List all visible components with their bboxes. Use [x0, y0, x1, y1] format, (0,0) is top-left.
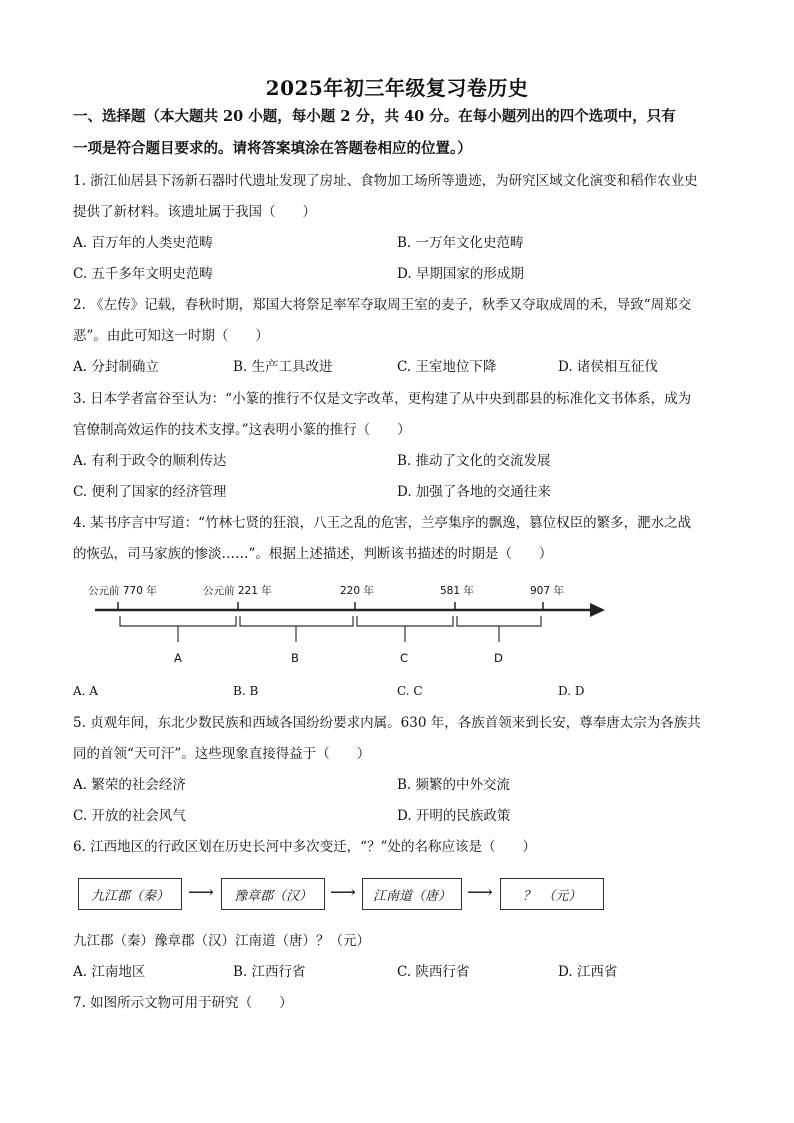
q3-option-a[interactable]: A. 有利于政令的顺利传达	[73, 453, 227, 469]
timeline-arrowhead	[590, 603, 605, 617]
q3-option-c[interactable]: C. 便利了国家的经济管理	[73, 484, 227, 500]
q5-option-c[interactable]: C. 开放的社会风气	[73, 808, 186, 824]
flow-box-yuzhang: 豫章郡（汉）	[221, 878, 325, 910]
q2-option-c[interactable]: C. 王室地位下降	[397, 359, 497, 375]
q3-stem-line-2: 官僚制高效运作的技术支撑。”这表明小篆的推行（ ）	[73, 422, 411, 438]
timeline-segment-c: C	[400, 651, 409, 665]
timeline-bracket-b	[240, 616, 353, 626]
section-heading-line-2: 一项是符合题目要求的。请将答案填涂在答题卷相应的位置。）	[73, 140, 472, 157]
q1-option-b[interactable]: B. 一万年文化史范畴	[397, 235, 524, 251]
q3-stem-line-1: 3. 日本学者富谷至认为：“小篆的推行不仅是文字改革，更构建了从中央到郡县的标准化文书体系，成为	[73, 391, 692, 407]
q4-option-c[interactable]: C. C	[397, 684, 423, 698]
timeline-bracket-a	[120, 616, 236, 626]
flow-arrow-icon: ⟶	[467, 882, 493, 903]
q5-stem-line-2: 同的首领“天可汗”。这些现象直接得益于（ ）	[73, 746, 371, 762]
q4-option-b[interactable]: B. B	[233, 684, 259, 698]
q5-option-b[interactable]: B. 频繁的中外交流	[397, 777, 511, 793]
q2-option-d[interactable]: D. 诸侯相互征伐	[558, 359, 658, 375]
timeline-bracket-d	[457, 616, 541, 626]
timeline-segment-d: D	[494, 651, 503, 665]
q5-option-d[interactable]: D. 开明的民族政策	[397, 808, 511, 824]
timeline-segment-b: B	[291, 651, 299, 665]
q3-option-d[interactable]: D. 加强了各地的交通往来	[397, 484, 551, 500]
flow-box-jiujiang: 九江郡（秦）	[78, 878, 182, 910]
q1-stem-line-1: 1. 浙江仙居县下汤新石器时代遗址发现了房址、食物加工场所等遗迹，为研究区域文化演变和稻作农业史	[73, 173, 698, 189]
q2-stem-line-2: 恶”。由此可知这一时期（ ）	[73, 328, 269, 344]
q5-option-a[interactable]: A. 繁荣的社会经济	[73, 777, 186, 793]
q3-option-b[interactable]: B. 推动了文化的交流发展	[397, 453, 551, 469]
flow-box-unknown: ？ （元）	[500, 878, 604, 910]
q1-option-a[interactable]: A. 百万年的人类史范畴	[73, 235, 213, 251]
q6-option-d[interactable]: D. 江西省	[558, 964, 618, 980]
q4-option-a[interactable]: A. A	[73, 684, 98, 698]
timeline-segment-a: A	[174, 651, 182, 665]
q7-stem-line-1: 7. 如图所示文物可用于研究（ ）	[73, 995, 293, 1011]
q2-option-a[interactable]: A. 分封制确立	[73, 359, 159, 375]
q2-stem-line-1: 2. 《左传》记载，春秋时期，郑国大将祭足率军夺取周王室的麦子，秋季又夺取成周的禾，导致“周郑交	[73, 297, 692, 313]
q1-option-c[interactable]: C. 五千多年文明史范畴	[73, 266, 213, 282]
flow-box-jiangnan: 江南道（唐）	[362, 878, 462, 910]
timeline-label-581: 581 年	[440, 585, 474, 597]
flow-arrow-icon: ⟶	[330, 882, 356, 903]
q6-stem-line-1: 6. 江西地区的行政区划在历史长河中多次变迁，“？”处的名称应该是（ ）	[73, 839, 536, 855]
flow-arrow-icon: ⟶	[188, 882, 214, 903]
timeline-bracket-c	[357, 616, 453, 626]
q6-option-a[interactable]: A. 江南地区	[73, 964, 146, 980]
q1-option-d[interactable]: D. 早期国家的形成期	[397, 266, 524, 282]
timeline-label-907: 907 年	[530, 585, 564, 597]
section-heading-line-1: 一、选择题（本大题共 20 小题，每小题 2 分，共 40 分。在每小题列出的四个选项中，只有	[73, 108, 676, 125]
q1-stem-line-2: 提供了新材料。该遗址属于我国（ ）	[73, 204, 316, 220]
q4-stem-line-1: 4. 某书序言中写道：“竹林七贤的狂浪，八王之乱的危害，兰亭集序的飘逸，篡位权臣的繁多，淝水之战	[73, 515, 692, 531]
q4-stem-line-2: 的恢弘，司马家族的惨淡……”。根据上述描述，判断该书描述的时期是（ ）	[73, 546, 553, 562]
timeline-axis	[85, 594, 615, 654]
q6-flow-caption: 九江郡（秦）豫章郡（汉）江南道（唐）？（元）	[73, 933, 370, 949]
timeline-label-770bc: 公元前 770 年	[88, 585, 157, 597]
timeline-label-220: 220 年	[340, 585, 374, 597]
q5-stem-line-1: 5. 贞观年间，东北少数民族和西域各国纷纷要求内属。630 年，各族首领来到长安，尊奉唐太宗为各族共	[73, 715, 701, 731]
q6-option-c[interactable]: C. 陕西行省	[397, 964, 470, 980]
q2-option-b[interactable]: B. 生产工具改进	[233, 359, 333, 375]
timeline-label-221bc: 公元前 221 年	[203, 585, 272, 597]
page-title: 2025年初三年级复习卷历史	[265, 76, 529, 100]
q4-option-d[interactable]: D. D	[558, 684, 585, 698]
q6-option-b[interactable]: B. 江西行省	[233, 964, 306, 980]
